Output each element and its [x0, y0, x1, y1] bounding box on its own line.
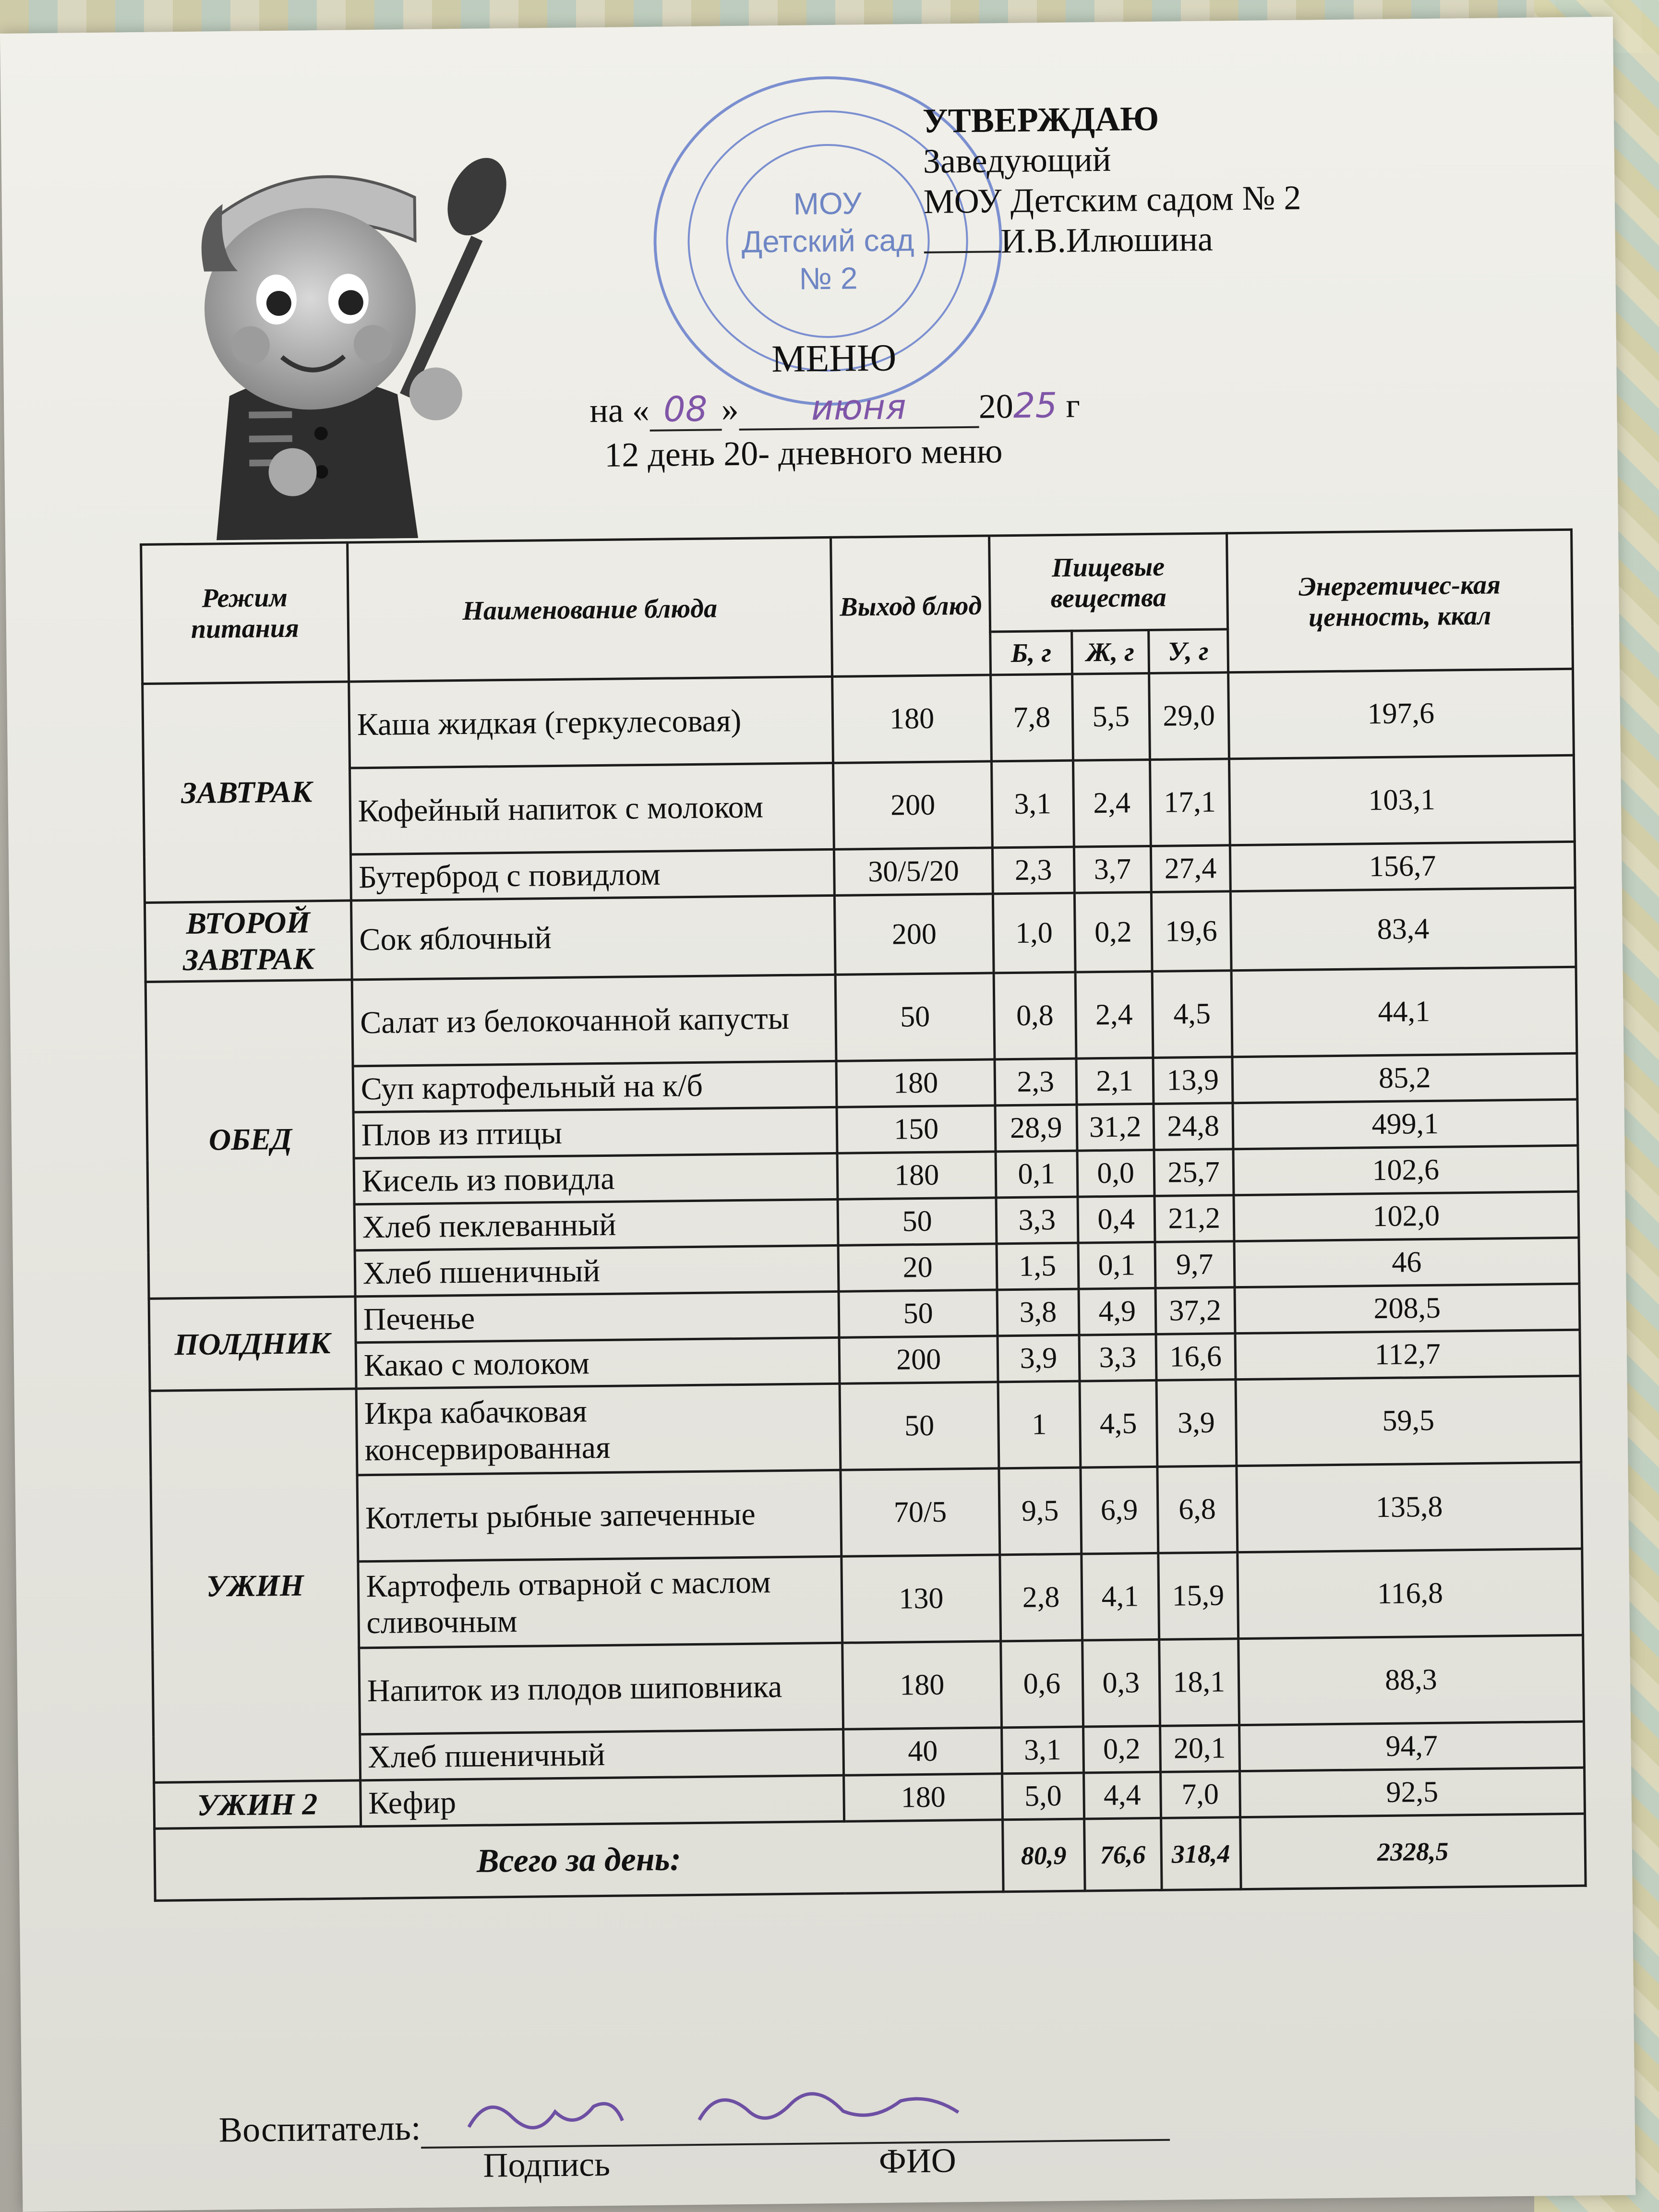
header-dish: Наименование блюда [347, 537, 832, 682]
dish-cell: Бутерброд с повидлом [350, 849, 835, 901]
dish-cell: Хлеб пшеничный [360, 1729, 844, 1780]
protein-cell: 2,3 [992, 847, 1074, 894]
yield-cell: 50 [838, 1198, 996, 1245]
signature-labels [483, 2140, 956, 2185]
educator-label: Воспитатель: [218, 2108, 421, 2150]
fat-cell: 2,4 [1073, 760, 1151, 847]
dish-cell: Кефир [360, 1775, 844, 1827]
energy-cell: 83,4 [1230, 888, 1576, 971]
menu-subtitle: 12 день 20- дневного меню [604, 432, 1003, 474]
carb-cell: 15,9 [1158, 1552, 1238, 1640]
meal-cell: ВТОРОЙ ЗАВТРАК [144, 901, 351, 982]
dish-cell: Напиток из плодов шиповника [359, 1643, 843, 1734]
table-row [153, 1635, 1584, 1736]
protein-cell: 9,5 [999, 1467, 1082, 1555]
protein-cell: 1,5 [997, 1243, 1079, 1290]
header-energy: Энергетичес-кая ценность, ккал [1226, 529, 1573, 673]
energy-cell: 59,5 [1236, 1376, 1581, 1466]
fat-cell: 4,1 [1082, 1553, 1159, 1640]
energy-cell: 135,8 [1237, 1462, 1582, 1552]
chef-boy-illustration [145, 124, 524, 541]
energy-cell: 92,5 [1239, 1767, 1585, 1817]
protein-cell: 0,1 [996, 1151, 1078, 1198]
dish-cell: Хлеб пеклеванный [354, 1199, 839, 1250]
stamp-line-2: Детский сад [741, 223, 914, 259]
carb-cell: 37,2 [1155, 1287, 1235, 1334]
date-year-hand: 25 [1013, 385, 1058, 426]
total-energy: 2328,5 [1240, 1814, 1586, 1889]
dish-cell: Хлеб пшеничный [355, 1245, 839, 1297]
energy-cell: 197,6 [1228, 669, 1574, 759]
carb-cell: 3,9 [1156, 1380, 1237, 1467]
energy-cell: 208,5 [1235, 1284, 1580, 1334]
fat-cell: 4,9 [1079, 1288, 1156, 1335]
header-meal: Режим питания [141, 542, 349, 684]
fat-cell: 6,9 [1081, 1467, 1158, 1554]
menu-title: МЕНЮ [771, 337, 897, 381]
yield-cell: 180 [837, 1152, 996, 1199]
total-label: Всего за день: [155, 1820, 1003, 1900]
carb-cell: 4,5 [1152, 971, 1232, 1058]
yield-cell: 200 [833, 761, 992, 849]
fat-cell: 4,5 [1080, 1380, 1157, 1467]
protein-cell: 3,9 [998, 1335, 1080, 1382]
carb-cell: 25,7 [1154, 1149, 1234, 1196]
carb-cell: 20,1 [1160, 1725, 1239, 1772]
energy-cell: 94,7 [1239, 1721, 1584, 1771]
dish-cell: Кофейный напиток с молоком [349, 763, 834, 854]
stamp-line-3: № 2 [799, 261, 858, 296]
fat-cell: 0,2 [1083, 1726, 1160, 1773]
yield-cell: 30/5/20 [834, 848, 993, 895]
carb-cell: 17,1 [1150, 759, 1230, 846]
approval-signer: И.В.Илюшина [1000, 219, 1214, 261]
protein-cell: 2,8 [1000, 1554, 1082, 1641]
table-row [145, 967, 1577, 1068]
fat-cell: 0,4 [1078, 1196, 1155, 1243]
date-month: июня [738, 386, 979, 431]
stamp-line-1: МОУ [793, 186, 862, 221]
date-mid: » [721, 389, 739, 429]
protein-cell: 1,0 [993, 893, 1075, 973]
yield-cell: 50 [839, 1290, 997, 1337]
fat-cell: 2,4 [1075, 971, 1153, 1058]
yield-cell: 50 [836, 973, 995, 1061]
fat-cell: 0,2 [1074, 892, 1152, 972]
approval-position: Заведующий [923, 140, 1111, 180]
protein-cell: 3,1 [1001, 1727, 1083, 1774]
fat-cell: 3,7 [1074, 846, 1151, 893]
energy-cell: 46 [1234, 1238, 1579, 1287]
carb-cell: 6,8 [1157, 1466, 1238, 1553]
header-nutrients: Пищевые вещества [989, 533, 1227, 632]
date-day: 08 [649, 388, 721, 432]
name-label: ФИО [878, 2141, 957, 2181]
date-year-suffix: г [1065, 386, 1081, 425]
dish-cell: Картофель отварной с маслом сливочным [358, 1556, 843, 1648]
yield-cell: 70/5 [841, 1468, 999, 1556]
energy-cell: 156,7 [1230, 842, 1575, 891]
protein-cell: 28,9 [995, 1105, 1077, 1152]
carb-cell: 18,1 [1159, 1639, 1239, 1726]
energy-cell: 44,1 [1231, 967, 1577, 1057]
approval-org: МОУ Детским садом № 2 [923, 178, 1301, 221]
dish-cell: Печенье [355, 1291, 840, 1343]
protein-cell: 5,0 [1002, 1773, 1084, 1820]
carb-cell: 21,2 [1154, 1195, 1234, 1242]
approval-signature-line [924, 251, 1001, 253]
total-fat: 76,6 [1084, 1818, 1161, 1891]
meal-cell: ПОЛДНИК [149, 1297, 356, 1391]
carb-cell: 19,6 [1151, 891, 1231, 972]
yield-cell: 200 [835, 894, 994, 974]
menu-table [140, 529, 1587, 1902]
dish-cell: Каша жидкая (геркулесовая) [349, 676, 833, 768]
dish-cell: Кисель из повидла [354, 1153, 838, 1204]
energy-cell: 103,1 [1229, 755, 1575, 845]
total-protein: 80,9 [1003, 1819, 1085, 1892]
protein-cell: 3,1 [991, 760, 1074, 848]
carb-cell: 27,4 [1151, 845, 1230, 892]
approval-heading: УТВЕРЖДАЮ [922, 99, 1159, 140]
table-row [143, 669, 1574, 770]
menu-sheet [0, 17, 1635, 2212]
table-row [152, 1549, 1583, 1650]
date-prefix: на « [589, 390, 650, 430]
meal-cell: УЖИН 2 [154, 1780, 361, 1828]
carb-cell: 13,9 [1153, 1057, 1233, 1104]
fat-cell: 5,5 [1072, 673, 1150, 761]
total-carb: 318,4 [1161, 1817, 1240, 1890]
protein-cell: 0,6 [1001, 1640, 1083, 1728]
total-row [155, 1814, 1586, 1900]
yield-cell: 200 [839, 1336, 998, 1383]
yield-cell: 180 [836, 1059, 995, 1107]
carb-cell: 7,0 [1160, 1771, 1240, 1818]
table-row [144, 888, 1576, 982]
protein-cell: 0,8 [994, 972, 1076, 1059]
energy-cell: 112,7 [1235, 1330, 1580, 1380]
energy-cell: 88,3 [1238, 1635, 1584, 1725]
yield-cell: 50 [840, 1382, 998, 1470]
yield-cell: 180 [832, 675, 991, 763]
table-row [151, 1462, 1582, 1563]
fat-cell: 4,4 [1083, 1772, 1161, 1819]
yield-cell: 40 [843, 1728, 1002, 1775]
fat-cell: 2,1 [1076, 1058, 1154, 1105]
carb-cell: 9,7 [1155, 1241, 1235, 1288]
carb-cell: 29,0 [1149, 673, 1229, 760]
header-protein: Б, г [990, 631, 1072, 675]
meal-cell: ОБЕД [145, 980, 355, 1298]
protein-cell: 1 [998, 1381, 1081, 1468]
energy-cell: 116,8 [1237, 1549, 1583, 1639]
approval-block [923, 97, 1302, 262]
header-yield: Выход блюд [831, 536, 991, 676]
meal-cell: УЖИН [150, 1389, 360, 1782]
energy-cell: 85,2 [1232, 1053, 1577, 1103]
dish-cell: Котлеты рыбные запеченные [357, 1470, 842, 1562]
approval-signer-row [924, 218, 1301, 262]
carb-cell: 24,8 [1154, 1103, 1233, 1150]
energy-cell: 102,6 [1233, 1145, 1578, 1195]
table-row [150, 1376, 1581, 1477]
protein-cell: 7,8 [991, 674, 1073, 761]
carb-cell: 16,6 [1156, 1334, 1236, 1381]
table-row [144, 755, 1575, 856]
energy-cell: 499,1 [1233, 1099, 1578, 1149]
protein-cell: 2,3 [995, 1058, 1077, 1106]
menu-table-body [143, 669, 1586, 1900]
dish-cell: Салат из белокочанной капусты [352, 974, 837, 1066]
dish-cell: Икра кабачковая консервированная [356, 1383, 841, 1475]
yield-cell: 150 [837, 1106, 995, 1153]
meal-cell: ЗАВТРАК [143, 682, 351, 902]
fat-cell: 0,0 [1077, 1150, 1154, 1197]
dish-cell: Сок яблочный [351, 895, 835, 980]
fat-cell: 3,3 [1079, 1334, 1156, 1381]
signature-label: Подпись [483, 2144, 611, 2185]
fat-cell: 31,2 [1077, 1104, 1154, 1151]
yield-cell: 20 [838, 1244, 997, 1291]
fat-cell: 0,1 [1078, 1242, 1155, 1289]
header-carb: У, г [1148, 629, 1228, 673]
dish-cell: Плов из птицы [353, 1107, 838, 1158]
yield-cell: 180 [842, 1641, 1001, 1729]
yield-cell: 130 [842, 1555, 1000, 1643]
protein-cell: 3,3 [996, 1197, 1078, 1244]
energy-cell: 102,0 [1234, 1191, 1579, 1241]
dish-cell: Какао с молоком [356, 1337, 840, 1389]
menu-date [589, 385, 1081, 432]
handwritten-signature [459, 2083, 1035, 2142]
fat-cell: 0,3 [1082, 1639, 1160, 1727]
yield-cell: 180 [844, 1774, 1002, 1821]
header-fat: Ж, г [1071, 630, 1149, 674]
dish-cell: Суп картофельный на к/б [353, 1061, 837, 1112]
protein-cell: 3,8 [997, 1289, 1079, 1336]
date-year-prefix: 20 [978, 386, 1014, 426]
